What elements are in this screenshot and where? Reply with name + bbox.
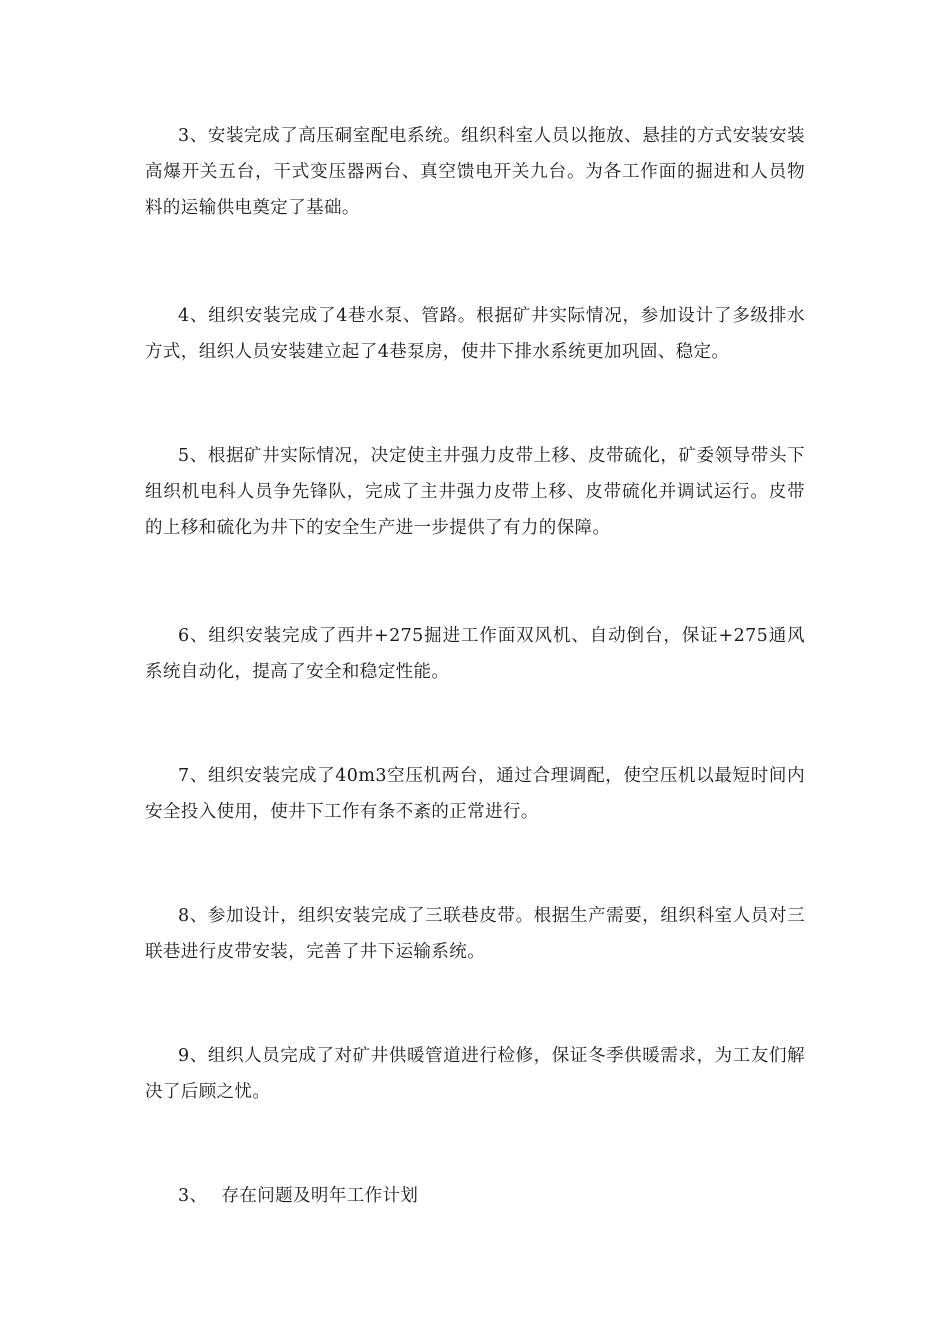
section-heading [178,1178,418,1214]
paragraph-item-7: 7、组织安装完成了40m3空压机两台，通过合理调配，使空压机以最短时间内安全投入使用，使井下工作有条不紊的正常进行。 [145,766,805,822]
paragraph-item-3: 3、安装完成了高压硐室配电系统。组织科室人员以拖放、悬挂的方式安装安装高爆开关五台，干式变压器两台、真空馈电开关九台。为各工作面的掘进和人员物料的运输供电奠定了基础。 [145,126,805,218]
paragraph-item-6: 6、组织安装完成了西井+275掘进工作面双风机、自动倒台，保证+275通风系统自动化，提高了安全和稳定性能。 [145,626,805,682]
paragraph-item-4: 4、组织安装完成了4巷水泵、管路。根据矿井实际情况，参加设计了多级排水方式，组织人员安装建立起了4巷泵房，使井下排水系统更加巩固、稳定。 [145,306,805,362]
paragraph-item-8: 8、参加设计，组织安装完成了三联巷皮带。根据生产需要，组织科室人员对三联巷进行皮带安装，完善了井下运输系统。 [145,906,805,962]
section-heading-number: 3、 [178,1186,208,1206]
paragraph-item-9: 9、组织人员完成了对矿井供暖管道进行检修，保证冬季供暖需求，为工友们解决了后顾之忧。 [145,1046,805,1102]
section-heading-text: 存在问题及明年工作计划 [221,1186,419,1206]
paragraph-item-5: 5、根据矿井实际情况，决定使主井强力皮带上移、皮带硫化，矿委领导带头下组织机电科人员争先锋队，完成了主井强力皮带上移、皮带硫化并调试运行。皮带的上移和硫化为井下的安全生产进一步提供了有力的保障。 [145,446,805,538]
